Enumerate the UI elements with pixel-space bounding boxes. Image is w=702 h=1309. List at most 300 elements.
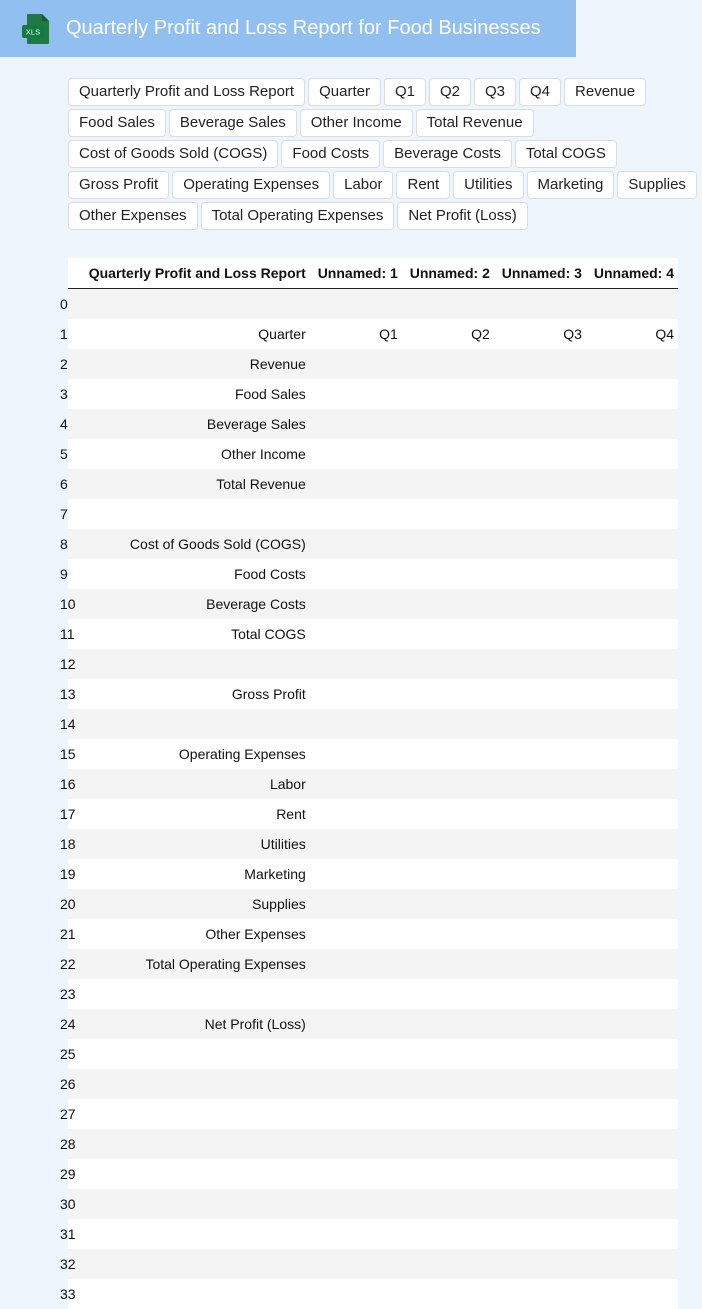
table-cell [586,409,678,439]
table-cell [494,949,586,979]
row-index [68,979,78,1009]
column-chip[interactable]: Total Operating Expenses [201,202,395,230]
table-cell [310,979,402,1009]
table-cell: Labor [78,769,310,799]
table-cell [494,829,586,859]
data-table [68,258,678,1309]
row-index [68,289,78,320]
table-cell [310,619,402,649]
column-chip[interactable]: Gross Profit [68,171,169,199]
row-index [68,1009,78,1039]
table-cell [494,889,586,919]
row-index-label: 12 [60,656,76,672]
table-row [68,919,678,949]
table-cell [494,1249,586,1279]
table-cell [402,1129,494,1159]
row-index-label: 2 [60,356,68,372]
table-cell [402,409,494,439]
table-cell [78,1039,310,1069]
column-chip[interactable]: Marketing [527,171,615,199]
row-index-label: 28 [60,1136,76,1152]
row-index [68,919,78,949]
row-index-label: 19 [60,866,76,882]
table-cell [494,739,586,769]
row-index-label: 26 [60,1076,76,1092]
table-cell [586,859,678,889]
column-chip[interactable]: Supplies [617,171,697,199]
table-cell [586,1249,678,1279]
table-cell: Beverage Costs [78,589,310,619]
row-index-label: 32 [60,1256,76,1272]
table-cell: Q2 [402,319,494,349]
table-cell [494,409,586,439]
table-cell [494,769,586,799]
table-cell [78,499,310,529]
column-chip[interactable]: Total Revenue [416,109,534,137]
table-cell [586,739,678,769]
table-cell [310,1129,402,1159]
table-cell [402,679,494,709]
table-row [68,1129,678,1159]
table-cell: Revenue [78,349,310,379]
row-index [68,619,78,649]
row-index [68,709,78,739]
table-row [68,409,678,439]
table-cell [586,679,678,709]
table-row [68,499,678,529]
table-cell [402,529,494,559]
table-cell [402,889,494,919]
table-cell [402,1159,494,1189]
table-row [68,319,678,349]
table-cell: Supplies [78,889,310,919]
table-cell [402,469,494,499]
table-cell [402,289,494,320]
table-cell [310,919,402,949]
table-row [68,439,678,469]
table-cell [586,889,678,919]
row-index-label: 15 [60,746,76,762]
table-cell [310,499,402,529]
row-index [68,1039,78,1069]
table-cell [586,949,678,979]
table-cell [494,799,586,829]
table-cell [586,769,678,799]
row-index-label: 14 [60,716,76,732]
row-index [68,559,78,589]
table-cell [494,979,586,1009]
table-cell [494,649,586,679]
table-cell [310,409,402,439]
table-cell [310,739,402,769]
column-chip[interactable]: Revenue [564,78,646,106]
table-cell [310,1159,402,1189]
table-row [68,379,678,409]
table-cell [310,829,402,859]
table-row [68,769,678,799]
table-cell [402,559,494,589]
column-chip[interactable]: Net Profit (Loss) [397,202,527,230]
row-index [68,319,78,349]
row-index-label: 16 [60,776,76,792]
column-chip[interactable]: Food Sales [68,109,166,137]
table-cell [402,1009,494,1039]
table-cell: Q3 [494,319,586,349]
column-chip[interactable]: Beverage Sales [169,109,297,137]
row-index-label: 31 [60,1226,76,1242]
table-cell [310,559,402,589]
table-cell [78,1129,310,1159]
row-index [68,529,78,559]
table-cell [494,1009,586,1039]
table-row [68,1099,678,1129]
table-cell [402,949,494,979]
table-cell [586,289,678,320]
table-cell [402,499,494,529]
row-index-label: 7 [60,506,68,522]
column-chip[interactable]: Other Expenses [68,202,198,230]
page-title: Quarterly Profit and Loss Report for Food Businesses [66,15,541,41]
table-cell [494,1039,586,1069]
column-chip[interactable]: Q1 [384,78,426,106]
xls-icon-label: XLS [26,28,40,37]
table-row [68,1279,678,1309]
table-cell [402,619,494,649]
table-cell [586,709,678,739]
table-cell [310,1039,402,1069]
table-cell [586,1279,678,1309]
row-index [68,1099,78,1129]
table-cell [402,979,494,1009]
table-cell [78,709,310,739]
column-chip[interactable]: Operating Expenses [172,171,330,199]
table-cell [586,619,678,649]
table-cell [586,529,678,559]
table-cell: Q4 [586,319,678,349]
row-index [68,799,78,829]
table-row [68,1219,678,1249]
table-row [68,949,678,979]
row-index [68,949,78,979]
row-index [68,1219,78,1249]
table-row [68,1249,678,1279]
row-index-label: 20 [60,896,76,912]
table-row [68,349,678,379]
table-cell [402,1279,494,1309]
table-cell [402,589,494,619]
column-chip[interactable]: Utilities [453,171,523,199]
table-cell [402,859,494,889]
table-cell [310,529,402,559]
row-index-label: 13 [60,686,76,702]
column-header[interactable]: Unnamed: 4 [586,258,678,289]
column-header[interactable]: Unnamed: 2 [402,258,494,289]
row-index-label: 21 [60,926,76,942]
table-cell: Operating Expenses [78,739,310,769]
table-cell [310,589,402,619]
column-chip[interactable]: Rent [396,171,450,199]
table-row [68,859,678,889]
column-chip[interactable]: Q3 [474,78,516,106]
table-cell [310,799,402,829]
table-header-row [68,258,678,289]
table-row [68,1069,678,1099]
row-index [68,739,78,769]
table-cell [78,1279,310,1309]
table-cell [310,1099,402,1129]
table-cell [494,1279,586,1309]
row-index [68,769,78,799]
table-cell: Quarter [78,319,310,349]
column-chip[interactable]: Quarter [308,78,381,106]
table-cell: Beverage Sales [78,409,310,439]
table-cell [78,1099,310,1129]
table-cell [310,769,402,799]
column-chip[interactable]: Labor [333,171,393,199]
table-cell [402,1249,494,1279]
row-index [68,1189,78,1219]
table-cell [586,799,678,829]
table-cell [310,679,402,709]
row-index [68,679,78,709]
row-index-label: 25 [60,1046,76,1062]
column-chip[interactable]: Q4 [519,78,561,106]
table-cell: Marketing [78,859,310,889]
table-cell [310,1009,402,1039]
row-index-label: 6 [60,476,68,492]
table-cell [586,559,678,589]
row-index [68,1249,78,1279]
row-index [68,889,78,919]
row-index-label: 23 [60,986,76,1002]
table-cell [586,469,678,499]
table-cell [586,1159,678,1189]
table-cell [586,349,678,379]
table-cell: Food Sales [78,379,310,409]
row-index-label: 0 [60,296,68,312]
table-cell [586,589,678,619]
table-cell [494,529,586,559]
column-header[interactable]: Quarterly Profit and Loss Report [78,258,310,289]
table-row [68,529,678,559]
index-column-header[interactable] [68,258,78,289]
table-cell: Total Revenue [78,469,310,499]
table-cell [402,439,494,469]
table-cell [402,349,494,379]
table-cell [310,949,402,979]
table-cell [494,619,586,649]
row-index-label: 8 [60,536,68,552]
table-row [68,469,678,499]
row-index-label: 1 [60,326,68,342]
table-cell [586,1129,678,1159]
table-cell [310,649,402,679]
table-cell [494,1099,586,1129]
table-cell [78,1219,310,1249]
column-chip[interactable]: Q2 [429,78,471,106]
column-chip-list [68,78,698,230]
table-cell [310,1279,402,1309]
table-cell [494,1189,586,1219]
table-cell: Net Profit (Loss) [78,1009,310,1039]
title-bar [0,0,576,57]
table-cell [494,859,586,889]
table-cell [402,1069,494,1099]
table-row [68,619,678,649]
column-chip[interactable]: Food Costs [281,140,380,168]
table-row [68,1039,678,1069]
table-cell [586,829,678,859]
row-index-label: 10 [60,596,76,612]
table-cell [586,979,678,1009]
table-cell [586,439,678,469]
row-index [68,379,78,409]
table-cell [586,1189,678,1219]
table-cell [402,739,494,769]
table-cell [402,829,494,859]
table-cell [402,799,494,829]
row-index [68,589,78,619]
table-cell [494,1159,586,1189]
table-cell [310,1219,402,1249]
table-row [68,589,678,619]
row-index-label: 27 [60,1106,76,1122]
row-index [68,1129,78,1159]
table-cell [402,1219,494,1249]
table-cell: Rent [78,799,310,829]
table-cell [586,919,678,949]
table-cell [494,1129,586,1159]
column-chip[interactable]: Cost of Goods Sold (COGS) [68,140,278,168]
row-index-label: 24 [60,1016,76,1032]
table-cell [494,589,586,619]
table-cell [78,649,310,679]
table-cell [310,379,402,409]
column-chip[interactable]: Other Income [300,109,413,137]
table-cell [402,379,494,409]
table-cell [78,979,310,1009]
row-index [68,1069,78,1099]
table-cell [586,1039,678,1069]
table-cell [310,289,402,320]
table-cell [310,349,402,379]
row-index [68,1279,78,1309]
table-row [68,1189,678,1219]
row-index [68,1159,78,1189]
row-index [68,409,78,439]
table-cell [494,499,586,529]
table-row [68,889,678,919]
table-cell: Q1 [310,319,402,349]
table-cell: Other Expenses [78,919,310,949]
table-cell: Cost of Goods Sold (COGS) [78,529,310,559]
column-chip[interactable]: Beverage Costs [383,140,512,168]
table-cell [310,469,402,499]
table-cell [586,1009,678,1039]
row-index-label: 33 [60,1286,76,1302]
table-cell [402,649,494,679]
row-index-label: 9 [60,566,68,582]
table-cell [402,1039,494,1069]
table-cell [78,1189,310,1219]
row-index-label: 29 [60,1166,76,1182]
table-cell [494,709,586,739]
table-cell [494,469,586,499]
table-row [68,739,678,769]
table-cell [494,679,586,709]
table-row [68,649,678,679]
table-cell [494,1069,586,1099]
table-cell [586,1099,678,1129]
table-cell [310,859,402,889]
xls-file-icon [20,13,52,45]
table-cell [402,709,494,739]
table-cell [494,349,586,379]
column-header[interactable]: Unnamed: 3 [494,258,586,289]
table-cell [586,499,678,529]
table-cell [402,769,494,799]
data-table-container[interactable] [68,258,678,1292]
table-body [68,289,678,1309]
row-index [68,649,78,679]
table-cell [494,439,586,469]
table-cell [494,379,586,409]
column-header[interactable]: Unnamed: 1 [310,258,402,289]
table-cell [586,649,678,679]
row-index [68,439,78,469]
row-index [68,499,78,529]
row-index-label: 4 [60,416,68,432]
table-cell: Other Income [78,439,310,469]
table-cell [402,1189,494,1219]
table-cell: Food Costs [78,559,310,589]
table-cell: Gross Profit [78,679,310,709]
table-cell [494,289,586,320]
table-cell [310,439,402,469]
row-index-label: 22 [60,956,76,972]
table-row [68,679,678,709]
table-row [68,709,678,739]
table-row [68,1159,678,1189]
row-index-label: 18 [60,836,76,852]
table-cell [78,1159,310,1189]
table-cell [310,1249,402,1279]
row-index [68,829,78,859]
row-index-label: 30 [60,1196,76,1212]
column-chip[interactable]: Total COGS [515,140,617,168]
table-cell [494,919,586,949]
table-cell [310,709,402,739]
table-cell [494,1219,586,1249]
table-cell [402,1099,494,1129]
table-cell [78,1249,310,1279]
table-cell: Total COGS [78,619,310,649]
table-cell [586,1069,678,1099]
table-cell [310,1189,402,1219]
table-row [68,289,678,320]
table-cell: Utilities [78,829,310,859]
table-row [68,829,678,859]
table-cell [494,559,586,589]
table-cell [586,379,678,409]
table-row [68,559,678,589]
table-cell: Total Operating Expenses [78,949,310,979]
row-index [68,349,78,379]
table-cell [586,1219,678,1249]
table-cell [78,1069,310,1099]
column-chip[interactable]: Quarterly Profit and Loss Report [68,78,305,106]
table-row [68,979,678,1009]
